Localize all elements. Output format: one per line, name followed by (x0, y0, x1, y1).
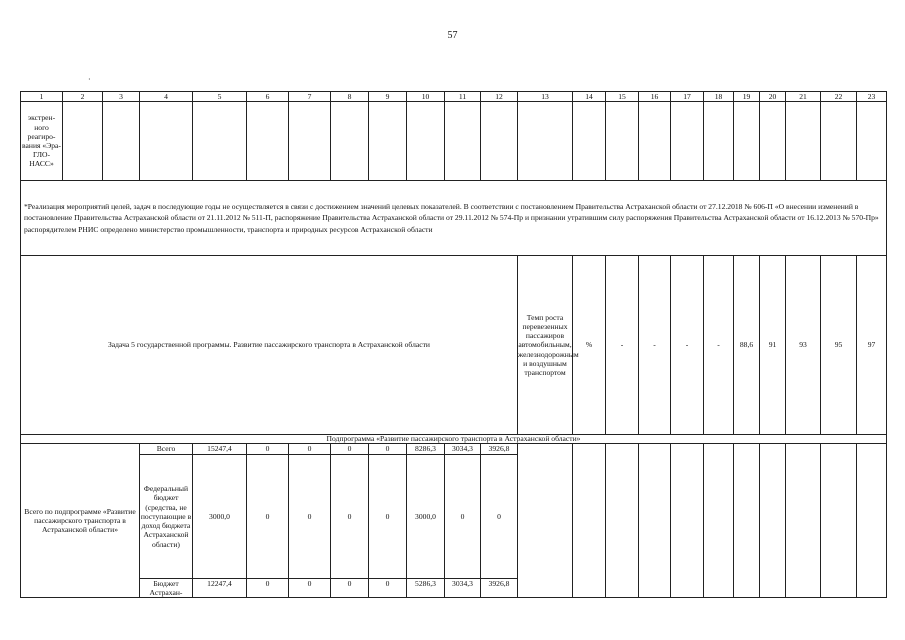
empty-cell (857, 102, 887, 181)
finance-source: Всего (140, 444, 193, 455)
finance-source: Бюджет Астрахан- (140, 579, 193, 598)
empty-cell (573, 102, 606, 181)
finance-value: 3034,3 (445, 444, 481, 455)
stray-mark: · (88, 75, 91, 84)
empty-cell (704, 444, 734, 598)
col-header: 19 (734, 92, 760, 102)
finance-value: 15247,4 (193, 444, 247, 455)
finance-value: 0 (331, 579, 369, 598)
finance-value: 0 (369, 579, 407, 598)
indicator-value: 93 (786, 256, 821, 435)
empty-cell (247, 102, 289, 181)
task-row (21, 256, 887, 435)
empty-cell (193, 102, 247, 181)
empty-cell (786, 102, 821, 181)
indicator-value: 97 (857, 256, 887, 435)
empty-cell (369, 102, 407, 181)
finance-source: Федеральный бюджет (средства, не поступающие в доход бюджета Астраханской области) (140, 455, 193, 579)
column-numbers-row (21, 92, 887, 102)
col-header: 11 (445, 92, 481, 102)
col-header: 7 (289, 92, 331, 102)
empty-cell (518, 102, 573, 181)
subprogram-row (21, 435, 887, 444)
subprogram-title: Подпрограмма «Развитие пассажирского транспорта в Астраханской области» (21, 435, 887, 444)
empty-cell (857, 444, 887, 598)
finance-value: 0 (247, 455, 289, 579)
empty-cell (760, 102, 786, 181)
indicator-value: 95 (821, 256, 857, 435)
finance-value: 3926,8 (481, 444, 518, 455)
empty-cell (760, 444, 786, 598)
empty-cell (821, 444, 857, 598)
finance-value: 0 (369, 444, 407, 455)
col-header: 22 (821, 92, 857, 102)
finance-value: 8286,3 (407, 444, 445, 455)
col-header: 18 (704, 92, 734, 102)
empty-cell (606, 444, 639, 598)
col-header: 17 (671, 92, 704, 102)
empty-cell (518, 444, 573, 598)
col-header: 4 (140, 92, 193, 102)
empty-cell (639, 102, 671, 181)
indicator-value: - (671, 256, 704, 435)
finance-value: 3000,0 (407, 455, 445, 579)
finance-value: 0 (445, 455, 481, 579)
empty-cell (573, 444, 606, 598)
empty-cell (671, 102, 704, 181)
finance-row (21, 444, 887, 455)
empty-cell (103, 102, 140, 181)
empty-cell (671, 444, 704, 598)
empty-cell (445, 102, 481, 181)
eco-cell: экстрен-ного реагиро-вания «Эра-ГЛО-НАСС» (21, 102, 63, 181)
empty-cell (331, 102, 369, 181)
col-header: 9 (369, 92, 407, 102)
indicator-value: 91 (760, 256, 786, 435)
col-header: 1 (21, 92, 63, 102)
col-header: 14 (573, 92, 606, 102)
indicator-name: Темп роста перевезенных пассажиров автомобильным, железнодорожным и воздушным транспортом (518, 256, 573, 435)
col-header: 21 (786, 92, 821, 102)
empty-cell (140, 102, 193, 181)
note-text: *Реализация мероприятий целей, задач в последующие годы не осуществляется в связи с достижением значений целевых показателей. В соответствии с постановлением Правительства Астраханской области от 27.12.2018 № 606-П «О внесении изменений в постановление Правительства Астраханской области от 21.11.2012 № 511-П, распоряжение Правительства Астраханской области от 29.11.2012 № 574-Пр и признании утратившим силу распоряжения Правительства Астраханской области от 16.12.2013 № 570-Пр» распорядителем РНИС определено министерство промышленности, транспорта и природных ресурсов Астраханской области (21, 181, 887, 256)
col-header: 20 (760, 92, 786, 102)
task-title: Задача 5 государственной программы. Развитие пассажирского транспорта в Астраханской области (21, 256, 518, 435)
finance-value: 3000,0 (193, 455, 247, 579)
empty-cell (639, 444, 671, 598)
col-header: 10 (407, 92, 445, 102)
empty-cell (786, 444, 821, 598)
note-row (21, 181, 887, 256)
finance-value: 0 (247, 579, 289, 598)
finance-value: 5286,3 (407, 579, 445, 598)
finance-value: 0 (289, 444, 331, 455)
empty-cell (481, 102, 518, 181)
indicator-value: - (639, 256, 671, 435)
finance-value: 0 (289, 579, 331, 598)
finance-value: 3926,8 (481, 579, 518, 598)
col-header: 15 (606, 92, 639, 102)
finance-value: 0 (331, 455, 369, 579)
finance-value: 12247,4 (193, 579, 247, 598)
finance-value: 0 (331, 444, 369, 455)
finance-value: 0 (481, 455, 518, 579)
finance-value: 0 (289, 455, 331, 579)
indicator-value: - (704, 256, 734, 435)
empty-cell (606, 102, 639, 181)
total-label: Всего по подпрограмме «Развитие пассажирского транспорта в Астраханской области» (21, 444, 140, 598)
finance-value: 0 (247, 444, 289, 455)
empty-cell (704, 102, 734, 181)
empty-cell (734, 444, 760, 598)
indicator-value: 88,6 (734, 256, 760, 435)
col-header: 2 (63, 92, 103, 102)
col-header: 3 (103, 92, 140, 102)
empty-cell (63, 102, 103, 181)
empty-cell (734, 102, 760, 181)
program-table (20, 91, 887, 598)
finance-value: 0 (369, 455, 407, 579)
col-header: 13 (518, 92, 573, 102)
col-header: 23 (857, 92, 887, 102)
indicator-value: - (606, 256, 639, 435)
page-number: 57 (447, 30, 458, 41)
empty-cell (407, 102, 445, 181)
col-header: 16 (639, 92, 671, 102)
finance-value: 3034,3 (445, 579, 481, 598)
indicator-unit: % (573, 256, 606, 435)
col-header: 8 (331, 92, 369, 102)
empty-cell (289, 102, 331, 181)
col-header: 6 (247, 92, 289, 102)
col-header: 12 (481, 92, 518, 102)
empty-cell (821, 102, 857, 181)
eco-row (21, 102, 887, 181)
col-header: 5 (193, 92, 247, 102)
